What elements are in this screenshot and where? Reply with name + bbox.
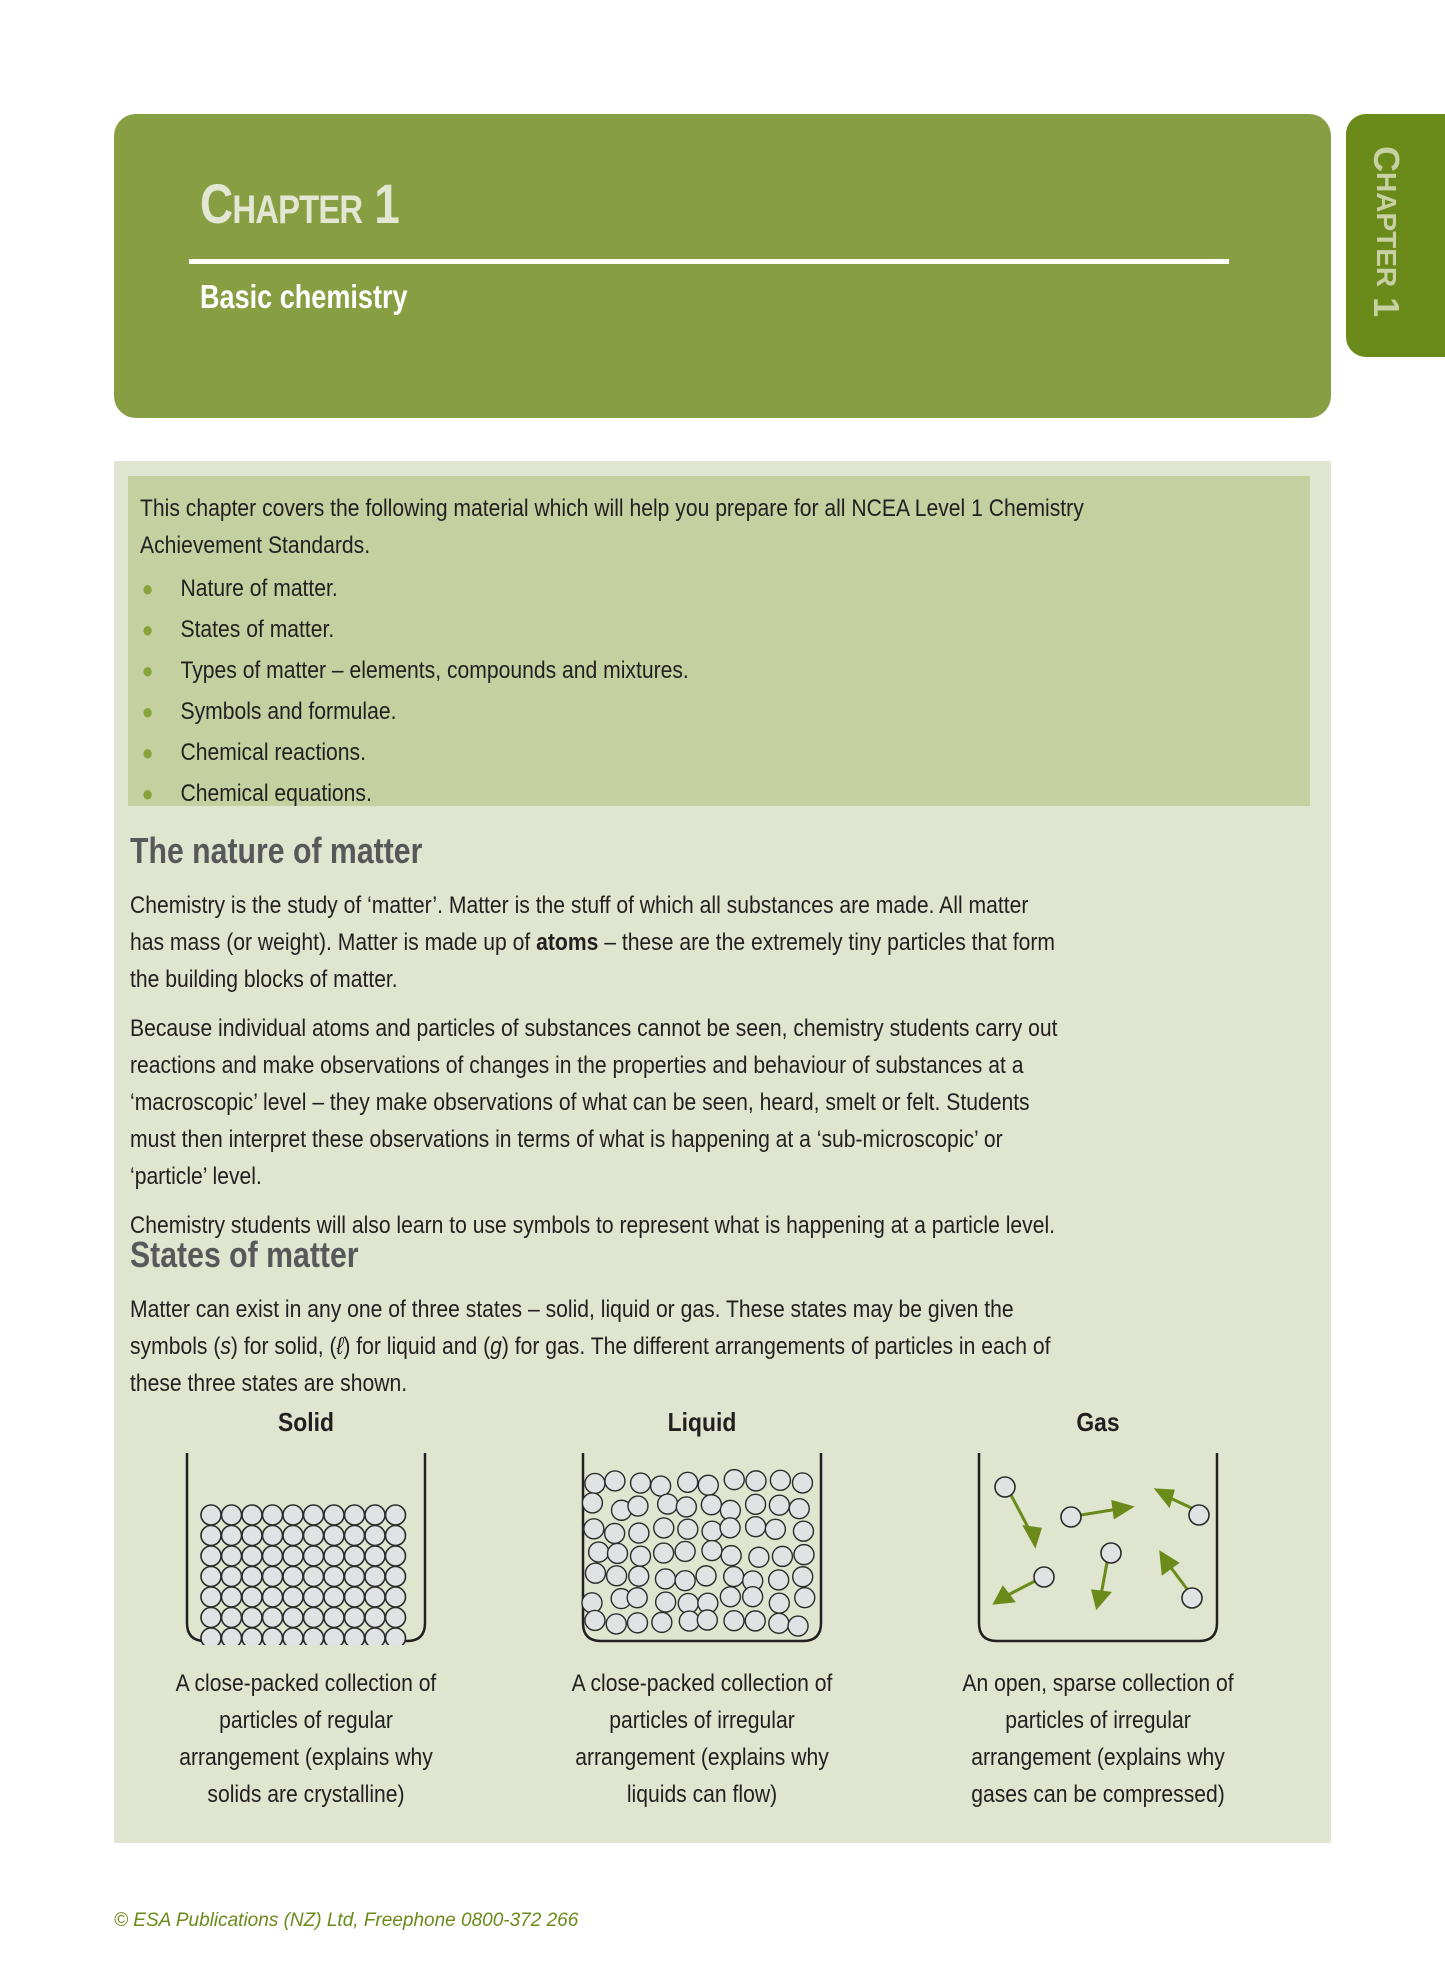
overview-list-item	[140, 568, 1298, 609]
chapter-title-word: HAPTER	[232, 188, 363, 232]
solid-particles-icon	[181, 1445, 431, 1645]
bullet-icon: ●	[141, 576, 154, 601]
overview-item-text: Chemical reactions.	[180, 739, 366, 766]
side-tab-label	[1366, 146, 1407, 318]
overview-list-item	[140, 732, 1298, 773]
side-tab-number: 1	[1366, 297, 1407, 318]
symbol-gas: g	[490, 1333, 502, 1360]
overview-item-text: Chemical equations.	[180, 780, 372, 807]
paragraph-text: – these are the extremely tiny particles that form the building blocks of matter.	[130, 929, 1055, 993]
overview-intro-text: This chapter covers the following material which will help you prepare for all NCEA Level 1 Chemistry Achievement Standards.	[140, 495, 1084, 559]
overview-list	[140, 568, 1298, 814]
liquid-particles-icon	[577, 1445, 827, 1645]
paragraph-text: Matter can exist in any one of three states – solid, liquid or gas. These states may be given the symbols (	[130, 1296, 1014, 1360]
overview-item-text: Types of matter – elements, compounds and mixtures.	[180, 657, 689, 684]
bullet-icon: ●	[141, 699, 154, 724]
chapter-title-initial: C	[200, 172, 233, 235]
diagram-caption: A close-packed collection of particles of regular arrangement (explains why solids are crystalline)	[175, 1670, 437, 1808]
side-tab-word: HAPTER	[1371, 172, 1402, 288]
side-tab-initial: C	[1366, 146, 1407, 172]
diagram-label: Liquid	[667, 1407, 737, 1437]
overview-item-text: Nature of matter.	[180, 575, 338, 602]
header-divider	[189, 259, 1229, 264]
paragraph: Chemistry students will also learn to use symbols to represent what is happening at a particle level.	[130, 1212, 1056, 1239]
diagram-label: Solid	[278, 1407, 334, 1437]
paragraph: Because individual atoms and particles of substances cannot be seen, chemistry students carry out reactions and make observations of changes in the properties and behaviour of substances at a ‘macroscopic’ level – they make observations of what can be seen, heard, smelt or felt. Students must then interpret these observations in terms of what is happening at a ‘sub-microscopic’ or ‘particle’ level.	[130, 1015, 1058, 1190]
diagram-caption: An open, sparse collection of particles of irregular arrangement (explains why gases can be compressed)	[962, 1670, 1234, 1808]
paragraph-text: Chemistry is the study of ‘matter’. Matter is the stuff of which all substances are made. All matter has mass (or weight). Matter is made up of	[130, 892, 1029, 956]
paragraph	[130, 1291, 1063, 1402]
chapter-subtitle: Basic chemistry	[200, 278, 408, 315]
overview-list-item	[140, 691, 1298, 732]
footer-copyright: © ESA Publications (NZ) Ltd, Freephone 0800-372 266	[114, 1910, 579, 1931]
diagram-gas	[928, 1409, 1268, 1813]
chapter-header	[114, 114, 1331, 418]
states-diagrams	[114, 1409, 1331, 1829]
bullet-icon: ●	[141, 781, 154, 806]
chapter-side-tab	[1346, 114, 1445, 357]
overview-list-item	[140, 773, 1298, 814]
bullet-icon: ●	[141, 658, 154, 683]
chapter-title	[200, 172, 399, 235]
section-nature-of-matter	[130, 830, 1310, 1256]
chapter-number: 1	[374, 172, 399, 235]
section-heading: States of matter	[130, 1234, 359, 1275]
paragraph-text: ) for gas. The different arrangements of particles in each of these three states are shown.	[130, 1333, 1051, 1397]
paragraph-text: ) for solid, (	[230, 1333, 337, 1360]
section-states-of-matter	[130, 1234, 1310, 1414]
content-panel	[114, 461, 1331, 1843]
bullet-icon: ●	[141, 740, 154, 765]
key-term-atoms: atoms	[536, 929, 599, 956]
symbol-solid: s	[220, 1333, 231, 1360]
overview-list-item	[140, 609, 1298, 650]
overview-item-text: States of matter.	[180, 616, 335, 643]
gas-particles-icon	[973, 1445, 1223, 1645]
symbol-liquid: ℓ	[336, 1333, 344, 1360]
bullet-icon: ●	[141, 617, 154, 642]
paragraph	[130, 887, 1063, 998]
diagram-liquid	[532, 1409, 872, 1813]
overview-item-text: Symbols and formulae.	[180, 698, 397, 725]
diagram-label: Gas	[1076, 1407, 1120, 1437]
chapter-overview-box	[128, 476, 1310, 806]
paragraph-text: ) for liquid and (	[343, 1333, 491, 1360]
diagram-caption: A close-packed collection of particles of irregular arrangement (explains why liquids can flow)	[571, 1670, 833, 1808]
overview-list-item	[140, 650, 1298, 691]
section-heading: The nature of matter	[130, 830, 423, 871]
diagram-solid	[136, 1409, 476, 1813]
